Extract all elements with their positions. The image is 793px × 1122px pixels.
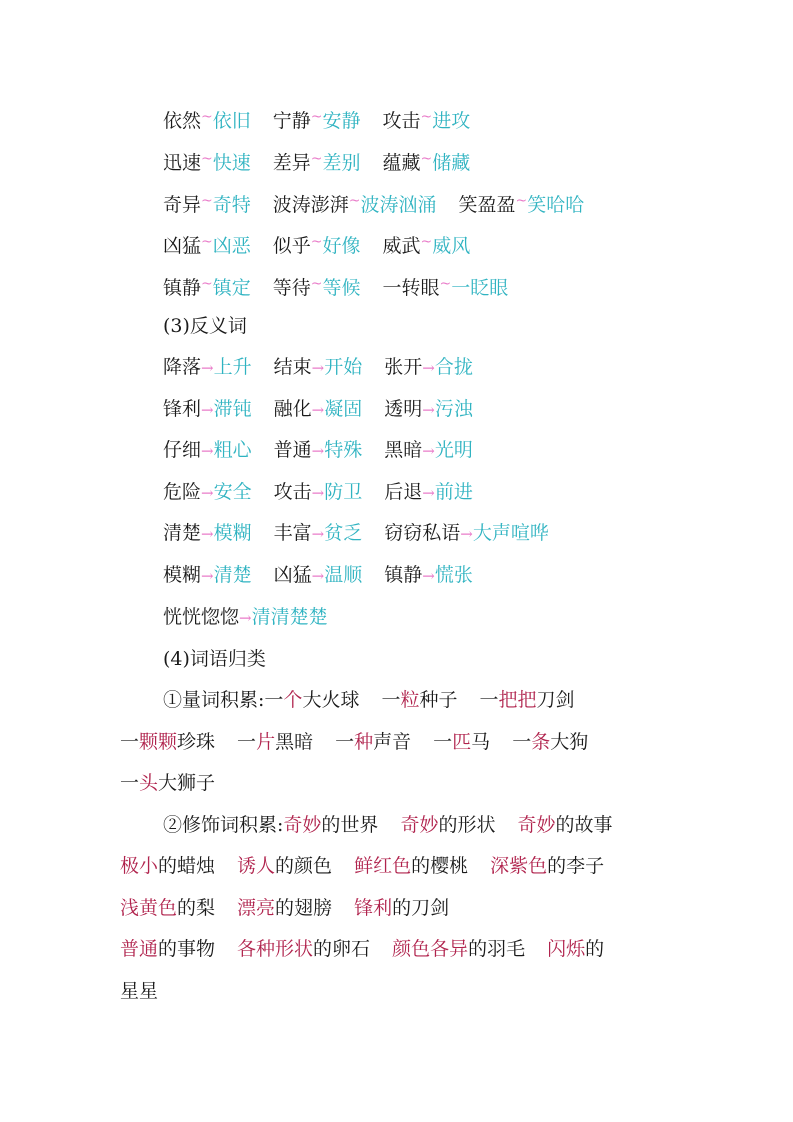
synonym-pair xyxy=(383,146,471,176)
highlight-word: 深紫色 xyxy=(490,855,548,877)
highlight-word: 粒 xyxy=(400,689,420,711)
antonym-word: 融化 xyxy=(273,398,312,420)
synonym-row xyxy=(163,104,492,134)
synonym-pair xyxy=(273,271,361,301)
synonym-answer: 凶恶 xyxy=(212,235,251,257)
phrase-text: 的梨 xyxy=(177,897,216,919)
synonym-word: 似乎 xyxy=(272,235,311,257)
synonym-pair xyxy=(273,146,361,176)
antonym-pair xyxy=(384,479,473,506)
synonym-pair xyxy=(273,104,361,134)
highlight-word: 把把 xyxy=(498,689,537,711)
highlight-word: 各种形状 xyxy=(237,938,314,960)
antonym-pair xyxy=(163,354,252,381)
phrase-text: 的李子 xyxy=(547,855,605,877)
highlight-word: 诱人 xyxy=(237,855,276,877)
tilde-symbol: ~ xyxy=(310,109,323,125)
tilde-symbol: ~ xyxy=(310,234,323,250)
synonym-pair xyxy=(163,104,251,134)
antonym-pair xyxy=(274,520,363,547)
antonym-word: 镇静 xyxy=(384,564,423,586)
modifier-line xyxy=(120,895,449,921)
tilde-symbol: ~ xyxy=(348,193,361,209)
antonym-pair xyxy=(163,520,252,547)
synonym-row xyxy=(163,188,606,218)
antonym-pair xyxy=(163,604,328,631)
classify-heading: (4)词语归类 xyxy=(163,648,266,670)
phrase-text: 的故事 xyxy=(555,814,613,836)
antonym-word: 攻击 xyxy=(273,481,312,503)
antonym-answer: 上升 xyxy=(213,356,252,378)
highlight-word: 奇妙 xyxy=(283,814,322,836)
tilde-symbol: ~ xyxy=(420,234,433,250)
phrase-text: 一 xyxy=(479,689,499,711)
modifier-line xyxy=(120,978,158,1004)
arrow-symbol: → xyxy=(422,484,435,502)
measure-line xyxy=(120,770,215,796)
category-label: ①量词积累: xyxy=(163,689,265,711)
arrow-symbol: → xyxy=(201,567,214,585)
antonym-answer: 凝固 xyxy=(324,398,363,420)
arrow-symbol: → xyxy=(201,359,214,377)
arrow-symbol: → xyxy=(201,525,214,543)
antonym-word: 凶猛 xyxy=(273,564,312,586)
antonym-answer: 合拢 xyxy=(434,356,473,378)
antonym-word: 结束 xyxy=(273,356,312,378)
synonym-word: 一转眼 xyxy=(382,277,440,299)
phrase-text: 的翅膀 xyxy=(275,897,333,919)
antonym-word: 窃窃私语 xyxy=(384,522,461,544)
phrase-text: 一 xyxy=(512,731,532,753)
modifier-line xyxy=(120,936,604,962)
antonym-word: 危险 xyxy=(163,481,202,503)
phrase-text: 的羽毛 xyxy=(468,938,526,960)
highlight-word: 漂亮 xyxy=(237,897,276,919)
phrase-text: 大火球 xyxy=(302,689,360,711)
phrase-text: 的世界 xyxy=(321,814,379,836)
synonym-answer: 依旧 xyxy=(212,110,251,132)
synonym-word: 等待 xyxy=(272,277,311,299)
phrase-text: 一 xyxy=(120,772,140,794)
synonym-answer: 安静 xyxy=(322,110,361,132)
synonym-answer: 快速 xyxy=(212,152,251,174)
arrow-symbol: → xyxy=(422,442,435,460)
antonym-pair xyxy=(384,396,473,423)
antonym-pair xyxy=(274,396,363,423)
antonym-row xyxy=(163,562,495,589)
synonym-answer: 进攻 xyxy=(432,110,471,132)
phrase-text: 一 xyxy=(264,689,284,711)
arrow-symbol: → xyxy=(201,442,214,460)
antonym-answer: 贫乏 xyxy=(324,522,363,544)
tilde-symbol: ~ xyxy=(201,151,213,167)
antonym-word: 张开 xyxy=(384,356,423,378)
synonym-word: 凶猛 xyxy=(163,235,202,257)
antonym-row xyxy=(163,479,495,506)
antonym-answer: 粗心 xyxy=(213,439,252,461)
phrase-text: 星星 xyxy=(120,980,159,1002)
antonym-answer: 大声喧哗 xyxy=(472,522,549,544)
synonym-answer: 好像 xyxy=(322,235,361,257)
antonym-answer: 光明 xyxy=(434,439,473,461)
synonym-word: 蕴藏 xyxy=(382,152,421,174)
antonym-row xyxy=(163,437,495,464)
phrase-text: 的蜡烛 xyxy=(158,855,216,877)
antonym-pair xyxy=(384,437,473,464)
highlight-word: 极小 xyxy=(120,855,159,877)
highlight-word: 颜色各异 xyxy=(392,938,469,960)
category-label: ②修饰词积累: xyxy=(163,814,284,836)
tilde-symbol: ~ xyxy=(201,193,213,209)
antonym-pair xyxy=(274,354,363,381)
synonym-answer: 等候 xyxy=(322,277,361,299)
antonym-word: 普通 xyxy=(273,439,312,461)
phrase-text: 刀剑 xyxy=(536,689,575,711)
antonym-answer: 特殊 xyxy=(324,439,363,461)
arrow-symbol: → xyxy=(311,401,325,419)
antonym-pair xyxy=(384,562,473,589)
antonym-pair xyxy=(384,520,549,547)
synonym-word: 依然 xyxy=(163,110,202,132)
antonym-answer: 前进 xyxy=(434,481,473,503)
synonym-answer: 笑哈哈 xyxy=(527,194,585,216)
phrase-text: 一 xyxy=(120,731,140,753)
modifier-line xyxy=(120,853,604,879)
measure-line xyxy=(163,687,575,713)
tilde-symbol: ~ xyxy=(420,109,433,125)
tilde-symbol: ~ xyxy=(310,151,323,167)
synonym-pair xyxy=(383,271,509,301)
phrase-text: 的颜色 xyxy=(275,855,333,877)
synonym-pair xyxy=(163,229,251,259)
highlight-word: 浅黄色 xyxy=(120,897,178,919)
phrase-text: 声音 xyxy=(373,731,412,753)
highlight-word: 闪烁 xyxy=(547,938,586,960)
highlight-word: 普通 xyxy=(120,938,159,960)
synonym-answer: 一眨眼 xyxy=(451,277,509,299)
phrase-text: 一 xyxy=(433,731,453,753)
antonym-row xyxy=(163,520,571,547)
arrow-symbol: → xyxy=(311,567,325,585)
synonym-answer: 差别 xyxy=(322,152,361,174)
antonym-pair xyxy=(163,479,252,506)
highlight-word: 种 xyxy=(354,731,374,753)
antonym-word: 透明 xyxy=(384,398,423,420)
antonym-pair xyxy=(163,562,252,589)
antonym-answer: 防卫 xyxy=(324,481,363,503)
highlight-word: 锋利 xyxy=(354,897,393,919)
highlight-word: 奇妙 xyxy=(400,814,439,836)
synonym-word: 奇异 xyxy=(163,194,202,216)
phrase-text: 一 xyxy=(335,731,355,753)
synonym-answer: 威风 xyxy=(432,235,471,257)
antonym-answer: 安全 xyxy=(213,481,252,503)
synonym-pair xyxy=(459,188,585,218)
antonym-answer: 开始 xyxy=(324,356,363,378)
phrase-text: 的刀剑 xyxy=(392,897,450,919)
synonym-pair xyxy=(163,271,251,301)
measure-line xyxy=(120,729,588,755)
antonym-answer: 滞钝 xyxy=(213,398,252,420)
tilde-symbol: ~ xyxy=(310,276,323,292)
synonym-word: 威武 xyxy=(382,235,421,257)
highlight-word: 匹 xyxy=(452,731,472,753)
antonym-word: 模糊 xyxy=(163,564,202,586)
tilde-symbol: ~ xyxy=(420,151,433,167)
phrase-text: 大狗 xyxy=(550,731,589,753)
antonym-answer: 模糊 xyxy=(213,522,252,544)
arrow-symbol: → xyxy=(311,525,325,543)
modifier-line xyxy=(163,812,613,838)
phrase-text: 珍珠 xyxy=(177,731,216,753)
antonym-answer: 清楚 xyxy=(213,564,252,586)
synonym-word: 攻击 xyxy=(382,110,421,132)
phrase-text: 的形状 xyxy=(438,814,496,836)
synonym-pair xyxy=(383,229,471,259)
arrow-symbol: → xyxy=(311,484,325,502)
arrow-symbol: → xyxy=(239,609,252,627)
synonym-word: 笑盈盈 xyxy=(458,194,516,216)
antonym-answer: 慌张 xyxy=(434,564,473,586)
arrow-symbol: → xyxy=(422,567,435,585)
synonym-answer: 波涛汹涌 xyxy=(360,194,437,216)
phrase-text: 的樱桃 xyxy=(411,855,469,877)
phrase-text: 种子 xyxy=(419,689,458,711)
antonym-pair xyxy=(274,437,363,464)
antonym-word: 恍恍惚惚 xyxy=(163,606,240,628)
arrow-symbol: → xyxy=(460,525,473,543)
highlight-word: 颗颗 xyxy=(139,731,178,753)
antonym-word: 后退 xyxy=(384,481,423,503)
tilde-symbol: ~ xyxy=(201,234,213,250)
synonym-pair xyxy=(383,104,471,134)
arrow-symbol: → xyxy=(311,359,325,377)
antonym-answer: 温顺 xyxy=(324,564,363,586)
antonym-word: 丰富 xyxy=(273,522,312,544)
antonym-answer: 清清楚楚 xyxy=(251,606,328,628)
arrow-symbol: → xyxy=(311,442,325,460)
synonym-answer: 镇定 xyxy=(212,277,251,299)
synonym-pair xyxy=(163,146,251,176)
antonym-pair xyxy=(163,396,252,423)
tilde-symbol: ~ xyxy=(515,193,528,209)
synonym-pair xyxy=(273,188,437,218)
antonym-row xyxy=(163,354,495,381)
synonym-row xyxy=(163,271,530,301)
synonym-pair xyxy=(163,188,251,218)
synonym-row xyxy=(163,229,492,259)
arrow-symbol: → xyxy=(201,401,214,419)
highlight-word: 头 xyxy=(139,772,159,794)
synonym-answer: 奇特 xyxy=(212,194,251,216)
phrase-text: 的卵石 xyxy=(313,938,371,960)
synonym-word: 宁静 xyxy=(272,110,311,132)
arrow-symbol: → xyxy=(201,484,214,502)
highlight-word: 个 xyxy=(283,689,303,711)
antonym-pair xyxy=(274,562,363,589)
antonym-word: 降落 xyxy=(163,356,202,378)
tilde-symbol: ~ xyxy=(201,109,213,125)
phrase-text: 马 xyxy=(471,731,491,753)
phrase-text: 的事物 xyxy=(158,938,216,960)
synonym-row xyxy=(163,146,492,176)
phrase-text: 黑暗 xyxy=(275,731,314,753)
phrase-text: 一 xyxy=(381,689,401,711)
synonym-word: 迅速 xyxy=(163,152,202,174)
phrase-text: 大狮子 xyxy=(158,772,216,794)
antonym-word: 锋利 xyxy=(163,398,202,420)
synonym-word: 镇静 xyxy=(163,277,202,299)
antonym-word: 清楚 xyxy=(163,522,202,544)
highlight-word: 条 xyxy=(531,731,551,753)
tilde-symbol: ~ xyxy=(201,276,213,292)
synonym-word: 波涛澎湃 xyxy=(272,194,349,216)
antonym-answer: 污浊 xyxy=(434,398,473,420)
phrase-text: 一 xyxy=(237,731,257,753)
antonym-pair xyxy=(163,437,252,464)
antonym-pair xyxy=(274,479,363,506)
antonym-row xyxy=(163,604,350,631)
antonym-row xyxy=(163,396,495,423)
highlight-word: 奇妙 xyxy=(517,814,556,836)
antonym-pair xyxy=(384,354,473,381)
highlight-word: 片 xyxy=(256,731,276,753)
arrow-symbol: → xyxy=(422,401,435,419)
antonym-heading: (3)反义词 xyxy=(163,315,247,337)
antonym-word: 黑暗 xyxy=(384,439,423,461)
antonym-word: 仔细 xyxy=(163,439,202,461)
synonym-word: 差异 xyxy=(272,152,311,174)
tilde-symbol: ~ xyxy=(439,276,452,292)
highlight-word: 鲜红色 xyxy=(354,855,412,877)
arrow-symbol: → xyxy=(422,359,435,377)
phrase-text: 的 xyxy=(585,938,605,960)
synonym-answer: 储藏 xyxy=(432,152,471,174)
synonym-pair xyxy=(273,229,361,259)
